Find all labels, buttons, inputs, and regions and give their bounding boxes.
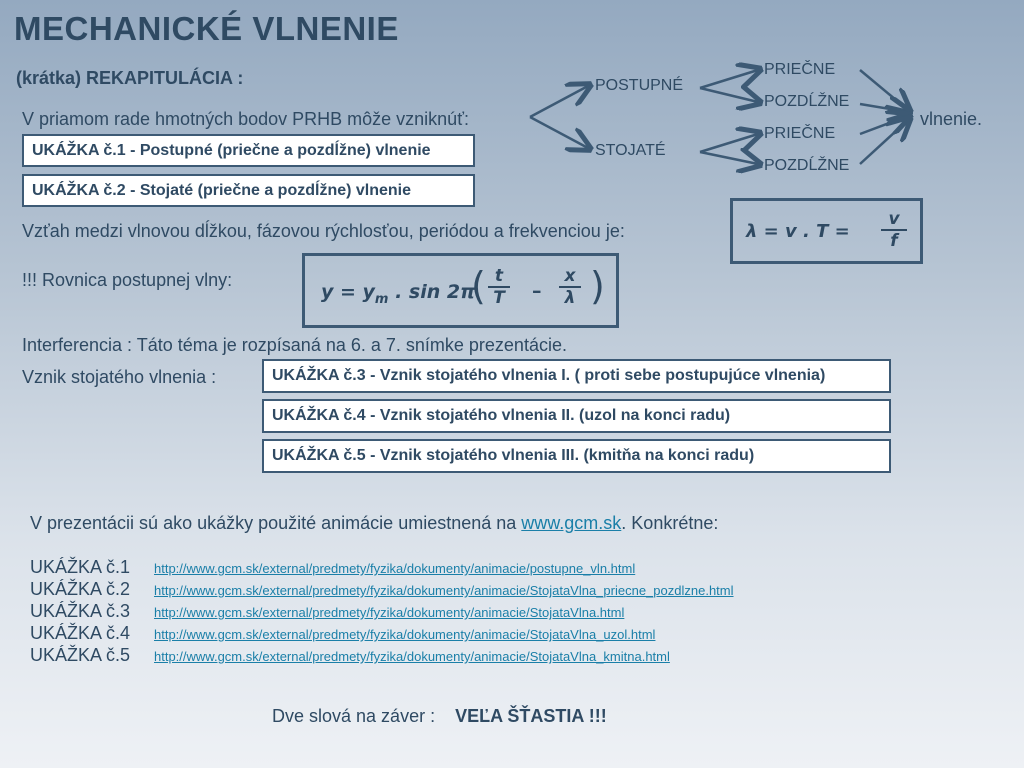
example-2-box[interactable]: UKÁŽKA č.2 - Stojaté (priečne a pozdĺžne) vlnenie [22,174,475,207]
label-pozdlzne-1: POZDĹŽNE [764,93,850,110]
fraction-numerator: v [881,209,907,231]
space-fraction [559,266,581,308]
label-priecne-1: PRIEČNE [764,61,836,78]
link-label: UKÁŽKA č.3 [30,601,131,621]
label-pozdlzne-2: POZDĹŽNE [764,157,850,174]
closing-bold: VEĽA ŠŤASTIA !!! [455,706,607,726]
label-priecne-2: PRIEČNE [764,125,836,142]
right-paren: ) [590,264,605,308]
example-3-box[interactable]: UKÁŽKA č.3 - Vznik stojatého vlnenia I. ( proti sebe postupujúce vlnenia) [262,359,891,393]
eq-sin-text: . sin 2π [388,281,476,303]
animations-suffix: . Konkrétne: [621,513,719,533]
example-1-box[interactable]: UKÁŽKA č.1 - Postupné (priečne a pozdĺžne) vlnenie [22,134,475,167]
link-label: UKÁŽKA č.1 [30,557,131,577]
wave-type-diagram-arrows [0,0,1024,200]
wavelength-formula-lhs: λ = v . T = [746,221,850,242]
wavelength-formula-box [730,198,923,264]
wave-equation-lhs [321,281,475,307]
minus-sign: – [532,280,542,302]
animation-link-5[interactable]: http://www.gcm.sk/external/predmety/fyzika/dokumenty/animacie/StojataVlna_kmitna.html [154,649,670,664]
example-5-box[interactable]: UKÁŽKA č.5 - Vznik stojatého vlnenia III. (kmitňa na konci radu) [262,439,891,473]
left-paren: ( [471,264,486,308]
gcm-site-link[interactable]: www.gcm.sk [521,513,622,533]
standing-wave-label: Vznik stojatého vlnenia : [22,367,217,387]
closing-text: Dve slová na záver : [272,706,436,726]
animation-link-2[interactable]: http://www.gcm.sk/external/predmety/fyzika/dokumenty/animacie/StojataVlna_priecne_pozdlzne.html [154,583,734,598]
fraction-denominator: λ [564,288,576,308]
intro-text: V priamom rade hmotných bodov PRHB môže vzniknúť: [22,109,469,129]
link-label: UKÁŽKA č.2 [30,579,131,599]
eq-lhs-text: y = y [321,281,375,303]
animations-prefix: V prezentácii sú ako ukážky použité animácie umiestnená na [30,513,522,533]
label-postupne: POSTUPNÉ [595,77,684,94]
page-title: MECHANICKÉ VLNENIE [14,10,399,47]
fraction-denominator: T [493,288,505,308]
eq-subscript: m [374,291,389,307]
example-4-box[interactable]: UKÁŽKA č.4 - Vznik stojatého vlnenia II. (uzol na konci radu) [262,399,891,433]
closing-line [272,706,607,727]
subtitle: (krátka) REKAPITULÁCIA : [16,68,244,88]
wave-equation-box [302,253,619,328]
link-row-3 [30,601,624,622]
interference-text: Interferencia : Táto téma je rozpísaná na 6. a 7. snímke prezentácie. [22,335,567,355]
equation-label: !!! Rovnica postupnej vlny: [22,270,233,290]
relation-text: Vzťah medzi vlnovou dĺžkou, fázovou rýchlosťou, periódou a frekvenciou je: [22,221,625,241]
animation-link-1[interactable]: http://www.gcm.sk/external/predmety/fyzika/dokumenty/animacie/postupne_vln.html [154,561,636,576]
label-vlnenie: vlnenie. [920,109,983,129]
link-row-5 [30,645,670,666]
animations-intro [30,513,718,534]
animation-link-3[interactable]: http://www.gcm.sk/external/predmety/fyzika/dokumenty/animacie/StojataVlna.html [154,605,625,620]
fraction-denominator: f [890,231,898,251]
link-row-1 [30,557,635,578]
fraction-numerator: t [488,266,510,288]
time-fraction [488,266,510,308]
label-stojate: STOJATÉ [595,142,666,159]
link-label: UKÁŽKA č.5 [30,645,131,665]
fraction-numerator: x [559,266,581,288]
link-label: UKÁŽKA č.4 [30,623,131,643]
wavelength-formula-fraction [881,209,907,251]
link-row-4 [30,623,655,644]
link-row-2 [30,579,734,600]
animation-link-4[interactable]: http://www.gcm.sk/external/predmety/fyzika/dokumenty/animacie/StojataVlna_uzol.html [154,627,656,642]
